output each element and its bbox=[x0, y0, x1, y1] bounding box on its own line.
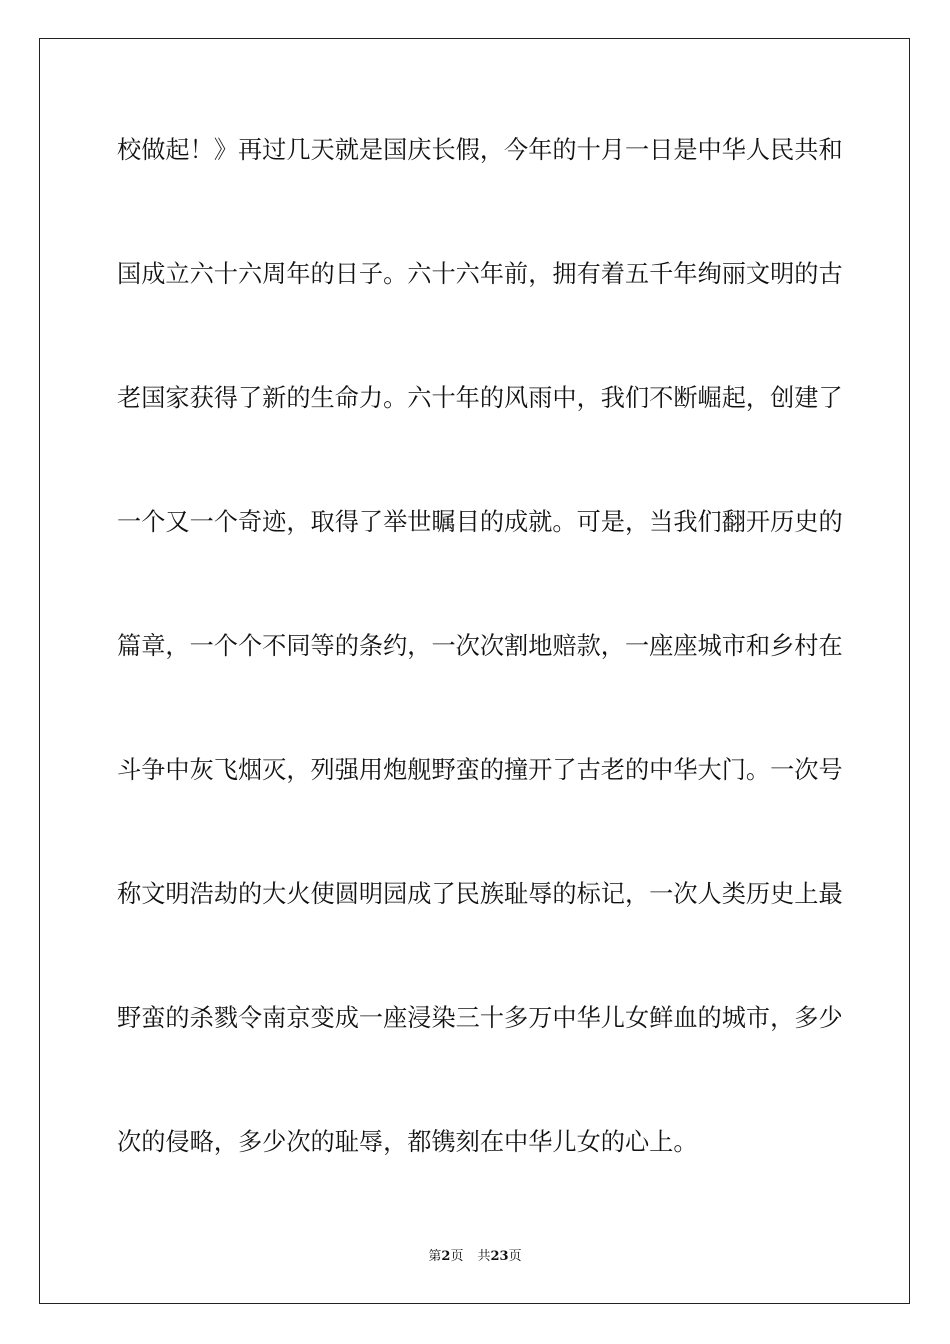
page-number: 2 bbox=[441, 1249, 451, 1264]
body-text-line: 斗争中灰飞烟灭，列强用炮舰野蛮的撞开了古老的中华大门。一次号 bbox=[117, 756, 843, 784]
body-text-line: 称文明浩劫的大火使圆明园成了民族耻辱的标记，一次人类历史上最 bbox=[117, 880, 843, 908]
total-label-suffix: 页 bbox=[508, 1249, 522, 1264]
page-label-prefix: 第 bbox=[428, 1249, 442, 1264]
total-label-prefix: 共 bbox=[477, 1249, 491, 1264]
body-text-line: 老国家获得了新的生命力。六十年的风雨中，我们不断崛起，创建了 bbox=[117, 384, 843, 412]
document-body bbox=[117, 130, 843, 1246]
total-pages: 23 bbox=[490, 1249, 509, 1264]
page-label-suffix: 页 bbox=[450, 1249, 464, 1264]
body-text-line: 野蛮的杀戮令南京变成一座浸染三十多万中华儿女鲜血的城市，多少 bbox=[117, 1004, 843, 1032]
body-text-line: 次的侵略，多少次的耻辱，都镌刻在中华儿女的心上。 bbox=[117, 1128, 698, 1156]
page-footer bbox=[0, 1248, 950, 1266]
body-text-line: 国成立六十六周年的日子。六十六年前，拥有着五千年绚丽文明的古 bbox=[117, 260, 843, 288]
body-text-line: 一个又一个奇迹，取得了举世瞩目的成就。可是，当我们翻开历史的 bbox=[117, 508, 843, 536]
body-text-line: 篇章，一个个不同等的条约，一次次割地赔款，一座座城市和乡村在 bbox=[117, 632, 843, 660]
body-text-line: 校做起！》再过几天就是国庆长假，今年的十月一日是中华人民共和 bbox=[117, 136, 843, 164]
